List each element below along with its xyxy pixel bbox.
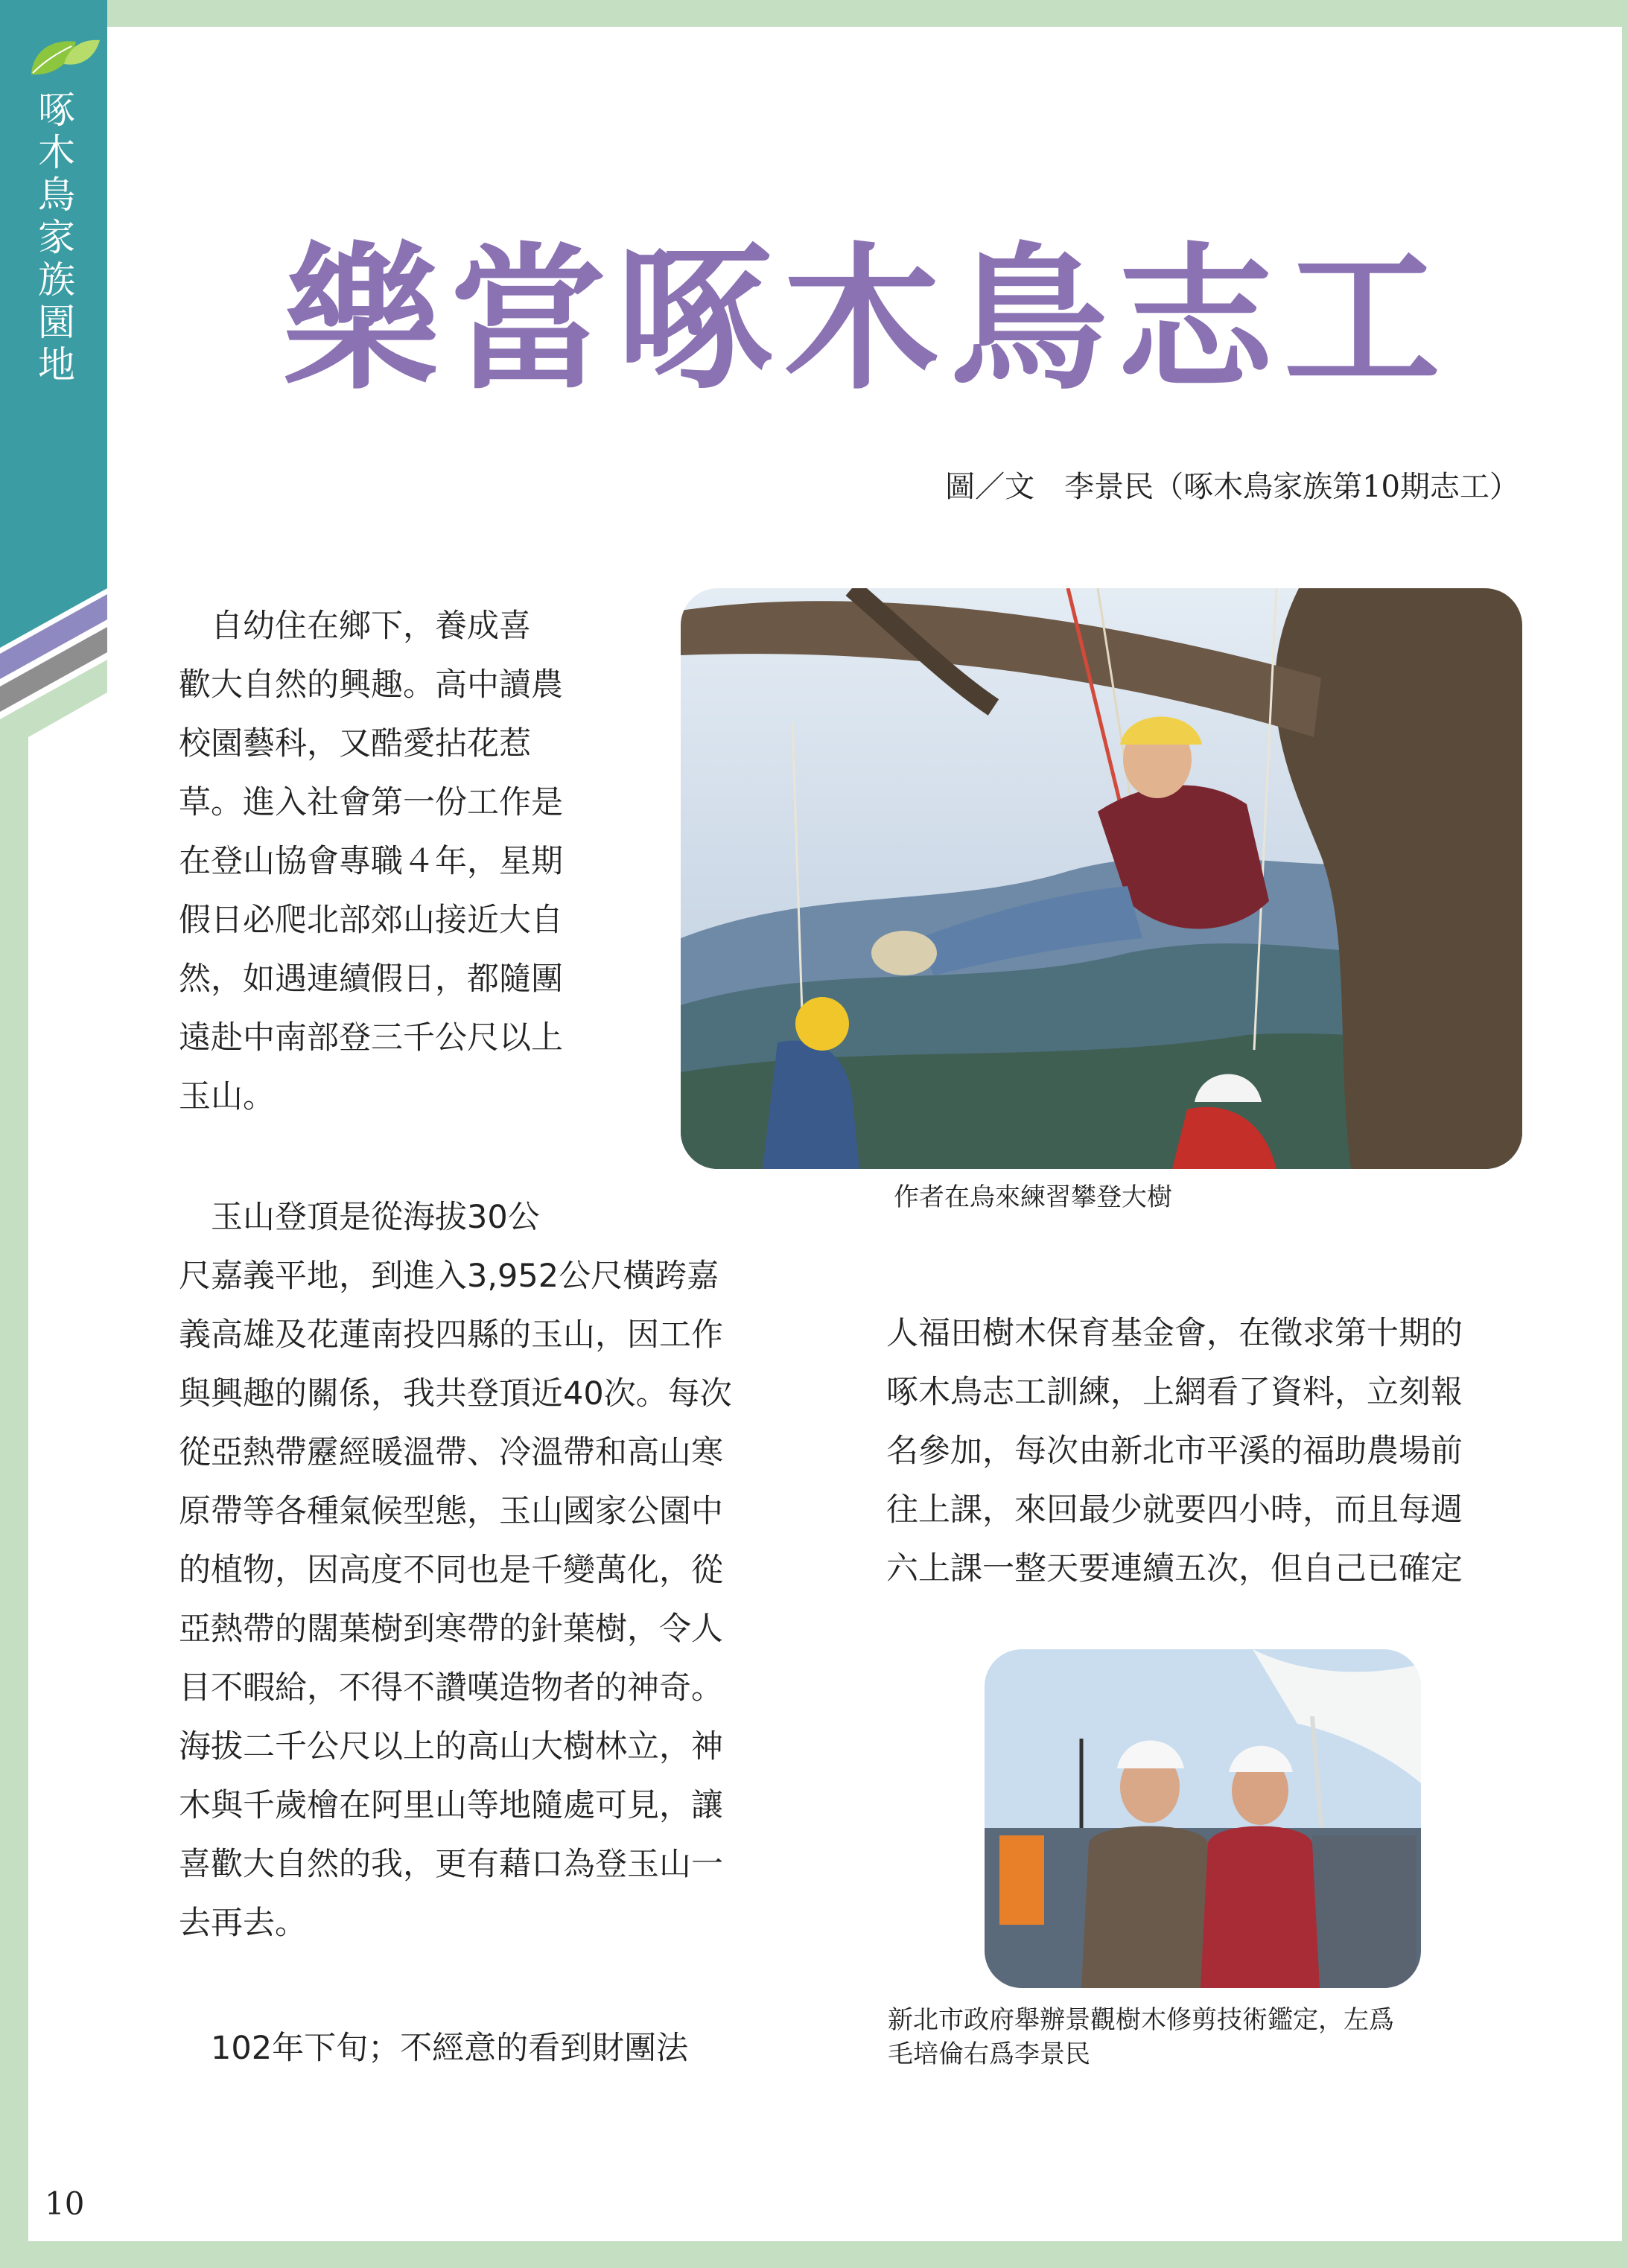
paragraph-1 — [179, 597, 611, 1127]
section-title-char: 地 — [38, 343, 75, 386]
byline: 圖／文 李景民（啄木鳥家族第10期志工） — [945, 470, 1519, 504]
section-title-char: 家 — [38, 216, 75, 259]
text-line: 歡大自然的興趣。高中讀農 — [179, 666, 563, 704]
text-line: 亞熱帶的闊葉樹到寒帶的針葉樹，令人 — [179, 1611, 723, 1648]
text-line: 遠赴中南部登三千公尺以上 — [179, 1019, 563, 1057]
leaf-icon — [22, 28, 104, 80]
text-line: 自幼住在鄉下，養成喜 — [179, 608, 531, 645]
caption-line: 毛培倫右爲李景民 — [888, 2039, 1090, 2069]
text-line: 海拔二千公尺以上的高山大樹林立，神 — [179, 1728, 723, 1765]
text-line: 102年下旬；不經意的看到財團法 — [179, 2030, 689, 2067]
text-line: 尺嘉義平地，到進入3,952公尺橫跨嘉 — [179, 1258, 719, 1295]
top-border — [0, 0, 1628, 27]
right-border — [1622, 0, 1628, 2268]
section-title-char: 鳥 — [38, 173, 75, 217]
photo-2-caption — [888, 2003, 1558, 2071]
page-number: 10 — [45, 2185, 85, 2222]
article-title: 樂當啄木鳥志工 — [283, 229, 1451, 411]
left-border — [0, 752, 28, 2268]
text-line: 木與千歲檜在阿里山等地隨處可見，讓 — [179, 1787, 723, 1824]
paragraph-3 — [179, 2019, 804, 2078]
text-line: 在登山協會專職４年，星期 — [179, 843, 563, 880]
photo-tree-climbing — [681, 588, 1522, 1169]
caption-line: 新北市政府舉辦景觀樹木修剪技術鑑定，左爲 — [888, 2005, 1394, 2035]
text-line: 義高雄及花蓮南投四縣的玉山，因工作 — [179, 1316, 723, 1354]
text-line: 與興趣的關係，我共登頂近40次。每次 — [179, 1375, 732, 1412]
bottom-border — [0, 2241, 1628, 2268]
text-line: 從亞熱帶靂經暖溫帶、冷溫帶和高山寒 — [179, 1434, 723, 1471]
text-line: 假日必爬北部郊山接近大自 — [179, 902, 563, 939]
paragraph-2 — [179, 1188, 804, 1953]
text-line: 六上課一整天要連續五次，但自己已確定 — [886, 1550, 1463, 1587]
section-title-char: 園 — [38, 301, 75, 344]
paragraph-3-continued — [886, 1305, 1527, 1599]
text-line: 校園藝科，又酷愛拈花惹 — [179, 725, 531, 762]
text-line: 往上課，來回最少就要四小時，而且每週 — [886, 1491, 1463, 1529]
photo-group — [985, 1649, 1421, 1988]
section-title-char: 木 — [38, 131, 75, 174]
text-line: 玉山。 — [179, 1078, 275, 1115]
text-line: 原帶等各種氣候型態，玉山國家公園中 — [179, 1493, 723, 1530]
text-line: 草。進入社會第一份工作是 — [179, 784, 563, 821]
section-title — [30, 89, 83, 386]
text-line: 名參加，每次由新北市平溪的福助農場前 — [886, 1433, 1463, 1470]
section-title-char: 族 — [38, 258, 75, 302]
text-line: 人福田樹木保育基金會，在徵求第十期的 — [886, 1315, 1463, 1352]
section-title-char: 啄 — [38, 89, 75, 132]
text-line: 目不暇給，不得不讚嘆造物者的神奇。 — [179, 1669, 723, 1707]
text-line: 的植物，因高度不同也是千變萬化，從 — [179, 1552, 723, 1589]
text-line: 玉山登頂是從海拔30公 — [179, 1199, 540, 1236]
text-line: 去再去。 — [179, 1905, 307, 1942]
photo-1-caption: 作者在烏來練習攀登大樹 — [894, 1182, 1172, 1212]
text-line: 然，如遇連續假日，都隨團 — [179, 961, 563, 998]
text-line: 喜歡大自然的我，更有藉口為登玉山一 — [179, 1846, 723, 1883]
text-line: 啄木鳥志工訓練，上網看了資料，立刻報 — [886, 1374, 1463, 1411]
